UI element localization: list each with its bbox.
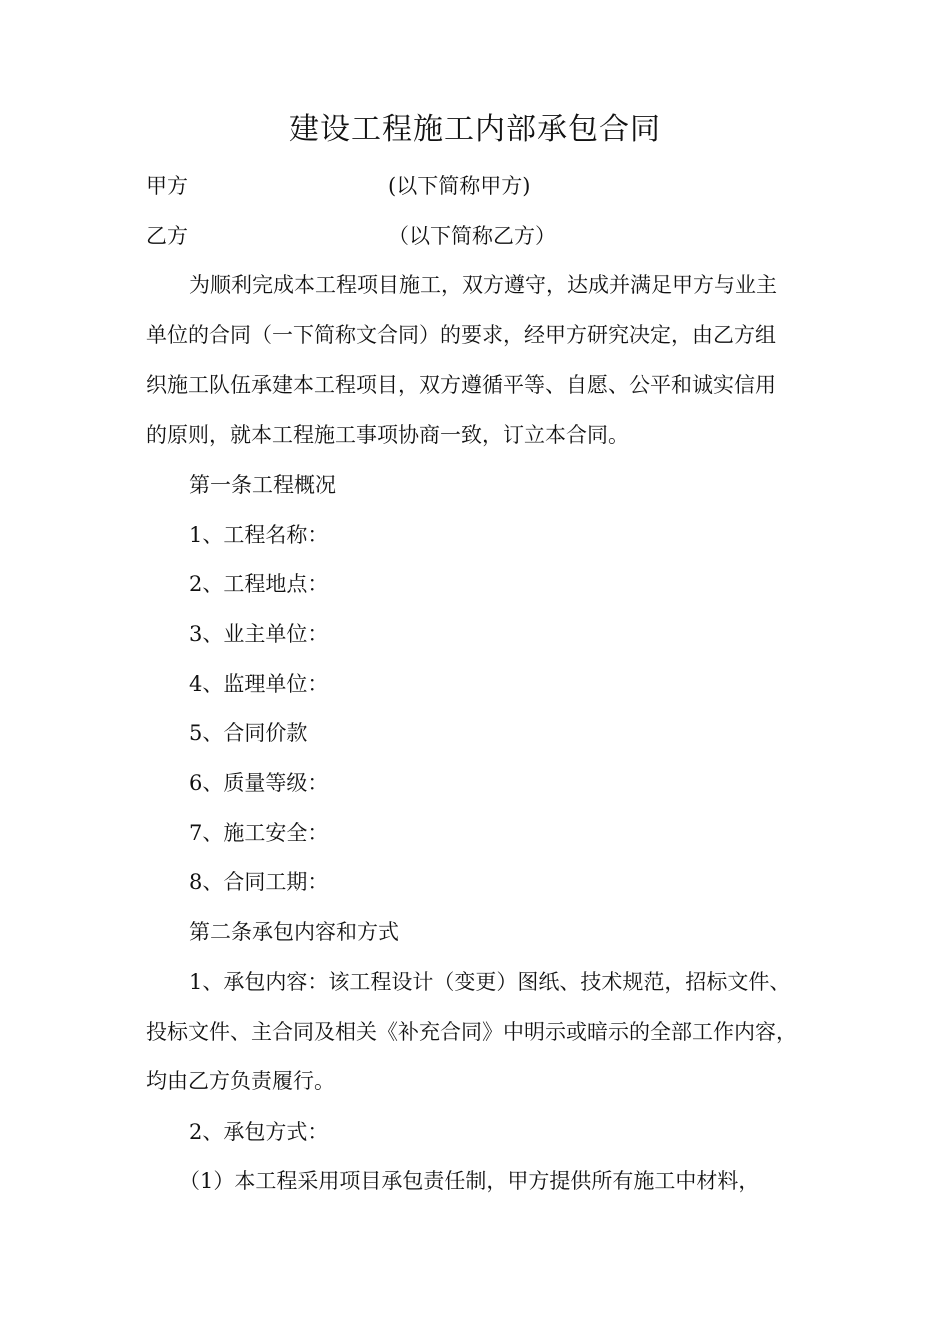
preamble-line: 为顺利完成本工程项目施工，双方遵守，达成并满足甲方与业主 bbox=[189, 273, 777, 297]
article-2-method-heading: 2、承包方式： bbox=[189, 1120, 329, 1144]
article-2-content-line: 投标文件、主合同及相关《补充合同》中明示或暗示的全部工作内容， bbox=[146, 1020, 797, 1044]
article-1-item: 3、业主单位： bbox=[189, 622, 329, 646]
article-1-item: 8、合同工期： bbox=[189, 870, 329, 894]
preamble-line: 织施工队伍承建本工程项目，双方遵循平等、自愿、公平和诚实信用 bbox=[146, 373, 776, 397]
article-1-item: 2、工程地点： bbox=[189, 572, 329, 596]
party-b-note: （以下简称乙方） bbox=[388, 224, 556, 248]
preamble-line: 单位的合同（一下简称文合同）的要求，经甲方研究决定，由乙方组 bbox=[146, 323, 776, 347]
document-title: 建设工程施工内部承包合同 bbox=[289, 112, 661, 147]
party-b-label: 乙方 bbox=[146, 224, 188, 248]
article-1-item: 4、监理单位： bbox=[189, 672, 329, 696]
article-2-content-line: 均由乙方负责履行。 bbox=[146, 1069, 335, 1093]
preamble-line: 的原则，就本工程施工事项协商一致，订立本合同。 bbox=[146, 423, 629, 447]
party-a-note: (以下简称甲方) bbox=[388, 174, 531, 198]
party-a-label: 甲方 bbox=[146, 174, 188, 198]
article-2-heading: 第二条承包内容和方式 bbox=[189, 920, 399, 944]
article-1-item: 1、工程名称： bbox=[189, 523, 329, 547]
article-1-item: 5、合同价款 bbox=[189, 721, 308, 745]
article-2-content-line: 1、承包内容：该工程设计（变更）图纸、技术规范，招标文件、 bbox=[189, 970, 791, 994]
article-1-item: 6、质量等级： bbox=[189, 771, 329, 795]
article-2-method-item: （1）本工程采用项目承包责任制，甲方提供所有施工中材料， bbox=[179, 1169, 760, 1193]
article-1-item: 7、施工安全： bbox=[189, 821, 329, 845]
article-1-heading: 第一条工程概况 bbox=[189, 473, 336, 497]
